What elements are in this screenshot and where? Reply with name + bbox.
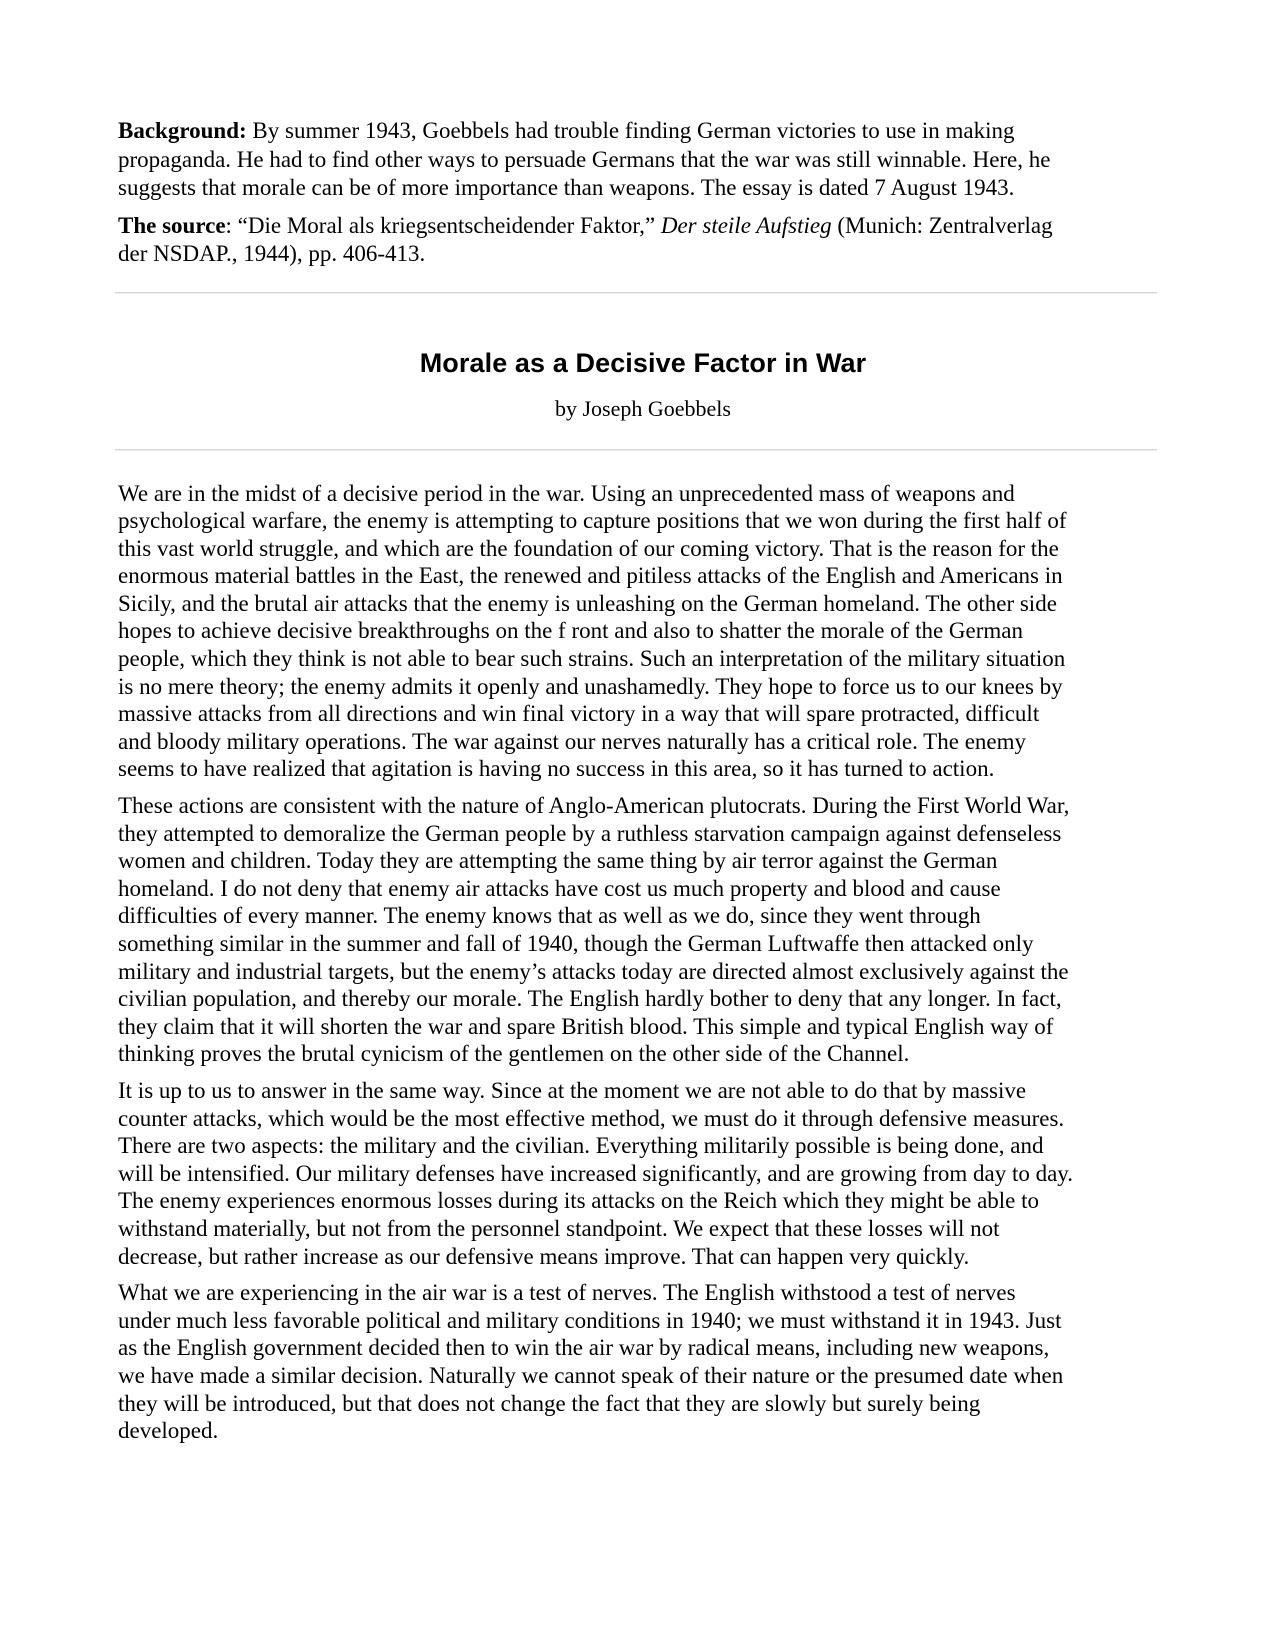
body-paragraph xyxy=(118,1279,1168,1445)
intro-section xyxy=(118,117,1168,269)
source-line: The source: “Die Moral als kriegsentscheidender Faktor,” Der steile Aufstieg (Munich: Zentralverlag xyxy=(118,212,1053,238)
article-body xyxy=(118,480,1168,1445)
body-line: under much less favorable political and military conditions in 1940; we must withstand it in 1943. Just xyxy=(118,1307,1062,1333)
body-line: this vast world struggle, and which are the foundation of our coming victory. That is the reason for the xyxy=(118,535,1059,561)
body-paragraph xyxy=(118,792,1168,1068)
body-line: Sicily, and the brutal air attacks that the enemy is unleashing on the German homeland. The other side xyxy=(118,590,1057,616)
body-line: developed. xyxy=(118,1418,219,1444)
body-line: These actions are consistent with the nature of Anglo-American plutocrats. During the First World War, xyxy=(118,793,1070,819)
body-line: enormous material battles in the East, the renewed and pitiless attacks of the English and Americans in xyxy=(118,563,1063,589)
background-line: suggests that morale can be of more importance than weapons. The essay is dated 7 August 1943. xyxy=(118,175,1015,200)
body-line: hopes to achieve decisive breakthroughs on the f ront and also to shatter the morale of the German xyxy=(118,618,1024,644)
body-line: difficulties of every manner. The enemy knows that as well as we do, since they went through xyxy=(118,903,981,929)
background-line: propaganda. He had to find other ways to persuade Germans that the war was still winnable. Here, he xyxy=(118,146,1051,172)
title-block xyxy=(118,347,1168,423)
body-line: thinking proves the brutal cynicism of the gentlemen on the other side of the Channel. xyxy=(118,1041,910,1067)
body-line: There are two aspects: the military and the civilian. Everything militarily possible is being done, and xyxy=(118,1133,1044,1159)
body-line: It is up to us to answer in the same way. Since at the moment we are not able to do that by massive xyxy=(118,1077,1027,1103)
background-paragraph xyxy=(118,117,1168,203)
background-label: Background: xyxy=(118,118,247,143)
body-line: What we are experiencing in the air war is a test of nerves. The English withstood a test of nerves xyxy=(118,1280,1016,1306)
source-paragraph xyxy=(118,212,1168,269)
body-line: we have made a similar decision. Naturally we cannot speak of their nature or the presumed date when xyxy=(118,1362,1064,1388)
body-line: they attempted to demoralize the German people by a ruthless starvation campaign against defenseless xyxy=(118,820,1062,846)
body-line: seems to have realized that agitation is having no success in this area, so it has turned to action. xyxy=(118,756,995,782)
article-byline: by Joseph Goebbels xyxy=(555,395,731,421)
body-line: The enemy experiences enormous losses during its attacks on the Reich which they might be able to xyxy=(118,1188,1040,1214)
source-line: der NSDAP., 1944), pp. 406-413. xyxy=(118,241,426,266)
body-line: women and children. Today they are attempting the same thing by air terror against the German xyxy=(118,848,998,874)
background-line: Background: By summer 1943, Goebbels had trouble finding German victories to use in making xyxy=(118,118,1015,143)
body-line: as the English government decided then to win the air war by radical means, including new weapons, xyxy=(118,1335,1050,1361)
body-line: decrease, but rather increase as our defensive means improve. That can happen very quickly. xyxy=(118,1243,970,1269)
body-line: and bloody military operations. The war against our nerves naturally has a critical role. The enemy xyxy=(118,728,1026,754)
document-page xyxy=(118,117,1168,1454)
body-line: something similar in the summer and fall of 1940, though the German Luftwaffe then attacked only xyxy=(118,931,1034,956)
body-line: withstand materially, but not from the personnel standpoint. We expect that these losses will not xyxy=(118,1215,1000,1241)
body-paragraph xyxy=(118,480,1168,784)
body-line: is no mere theory; the enemy admits it openly and unashamedly. They hope to force us to our knees by xyxy=(118,673,1063,699)
source-book-title: Der steile Aufstieg xyxy=(660,212,832,238)
body-line: psychological warfare, the enemy is attempting to capture positions that we won during the first half of xyxy=(118,508,1067,534)
body-line: homeland. I do not deny that enemy air attacks have cost us much property and blood and cause xyxy=(118,875,1001,901)
body-line: military and industrial targets, but the enemy’s attacks today are directed almost exclusively against the xyxy=(118,958,1069,984)
divider-top xyxy=(115,292,1157,294)
body-line: will be intensified. Our military defenses have increased significantly, and are growing from day to day. xyxy=(118,1160,1074,1186)
divider-bottom xyxy=(115,449,1157,451)
body-line: they claim that it will shorten the war and spare British blood. This simple and typical English way of xyxy=(118,1013,1054,1039)
body-paragraph xyxy=(118,1077,1168,1270)
body-line: civilian population, and thereby our morale. The English hardly bother to deny that any longer. In fact, xyxy=(118,986,1062,1012)
body-line: people, which they think is not able to bear such strains. Such an interpretation of the military situation xyxy=(118,646,1066,672)
body-line: they will be introduced, but that does not change the fact that they are slowly but surely being xyxy=(118,1390,981,1416)
body-line: We are in the midst of a decisive period in the war. Using an unprecedented mass of weapons and xyxy=(118,480,1015,506)
body-line: counter attacks, which would be the most effective method, we must do it through defensive measures. xyxy=(118,1105,1065,1131)
article-title: Morale as a Decisive Factor in War xyxy=(419,347,867,378)
body-line: massive attacks from all directions and win final victory in a way that will spare protracted, difficult xyxy=(118,701,1040,727)
source-label: The source xyxy=(118,212,226,238)
